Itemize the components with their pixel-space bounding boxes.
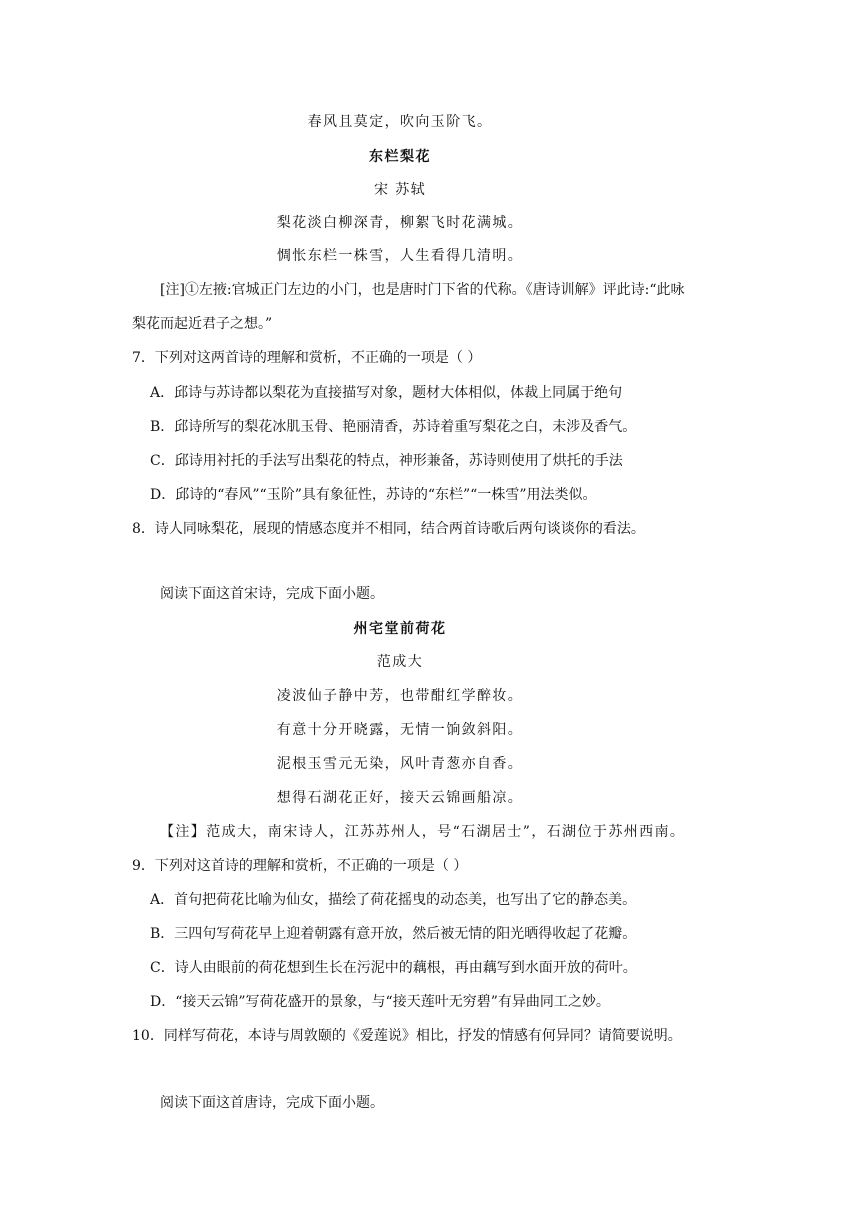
q9-option-b: B．三四句写荷花早上迎着朝露有意开放，然后被无情的阳光晒得收起了花瓣。 bbox=[150, 926, 637, 942]
note2: 【注】范成大，南宋诗人，江苏苏州人，号“石湖居士”，石湖位于苏州西南。 bbox=[160, 824, 686, 840]
question-7-stem: 7．下列对这两首诗的理解和赏析，不正确的一项是（ ） bbox=[132, 350, 482, 366]
poem3-title: 州宅堂前荷花 bbox=[353, 621, 447, 637]
q9-option-a: A．首句把荷花比喻为仙女，描绘了荷花摇曳的动态美，也写出了它的静态美。 bbox=[150, 892, 637, 908]
poem3-line-2: 有意十分开晓露，无情一饷敛斜阳。 bbox=[276, 722, 524, 738]
q7-option-d: D．邱诗的“春风”“玉阶”具有象征性，苏诗的“东栏”“一株雪”用法类似。 bbox=[150, 487, 597, 503]
note1-line-2: 梨花而起近君子之想。” bbox=[132, 316, 273, 332]
poem3-line-3: 泥根玉雪元无染，风叶青葱亦自香。 bbox=[276, 756, 524, 772]
question-9-stem: 9．下列对这首诗的理解和赏析，不正确的一项是（ ） bbox=[132, 858, 468, 874]
poem2-line-1: 梨花淡白柳深青，柳絮飞时花满城。 bbox=[276, 215, 524, 231]
q7-option-a: A．邱诗与苏诗都以梨花为直接描写对象，题材大体相似，体裁上同属于绝句 bbox=[150, 385, 623, 401]
poem1-last-line: 春风且莫定，吹向玉阶飞。 bbox=[307, 114, 493, 130]
poem3-line-4: 想得石湖花正好，接天云锦画船凉。 bbox=[276, 790, 524, 806]
question-10-stem: 10．同样写荷花，本诗与周敦颐的《爱莲说》相比，抒发的情感有何异同？请简要说明。 bbox=[132, 1028, 682, 1044]
note1-line-1: [注]①左掖:官城正门左边的小门，也是唐时门下省的代称。《唐诗训解》评此诗:“此咏 bbox=[160, 282, 685, 298]
question-8-stem: 8．诗人同咏梨花，展现的情感态度并不相同，结合两首诗歌后两句谈谈你的看法。 bbox=[132, 521, 645, 537]
poem2-title: 东栏梨花 bbox=[369, 149, 431, 165]
poem2-line-2: 惆怅东栏一株雪，人生看得几清明。 bbox=[276, 248, 524, 264]
q9-option-d: D．“接天云锦”写荷花盛开的景象，与“接天莲叶无穷碧”有异曲同工之妙。 bbox=[150, 994, 610, 1010]
q7-option-c: C．邱诗用衬托的手法写出梨花的特点，神形兼备，苏诗则使用了烘托的手法 bbox=[150, 453, 623, 469]
poem3-author: 范成大 bbox=[376, 654, 424, 670]
reading-intro-2: 阅读下面这首宋诗，完成下面小题。 bbox=[160, 586, 384, 602]
reading-intro-3: 阅读下面这首唐诗，完成下面小题。 bbox=[160, 1095, 384, 1111]
poem3-line-1: 凌波仙子静中芳，也带酣红学醉妆。 bbox=[276, 688, 524, 704]
q9-option-c: C．诗人由眼前的荷花想到生长在污泥中的藕根，再由藕写到水面开放的荷叶。 bbox=[150, 960, 637, 976]
q7-option-b: B．邱诗所写的梨花冰肌玉骨、艳丽清香，苏诗着重写梨花之白，未涉及香气。 bbox=[150, 419, 637, 435]
poem2-author: 宋 苏轼 bbox=[373, 182, 427, 198]
